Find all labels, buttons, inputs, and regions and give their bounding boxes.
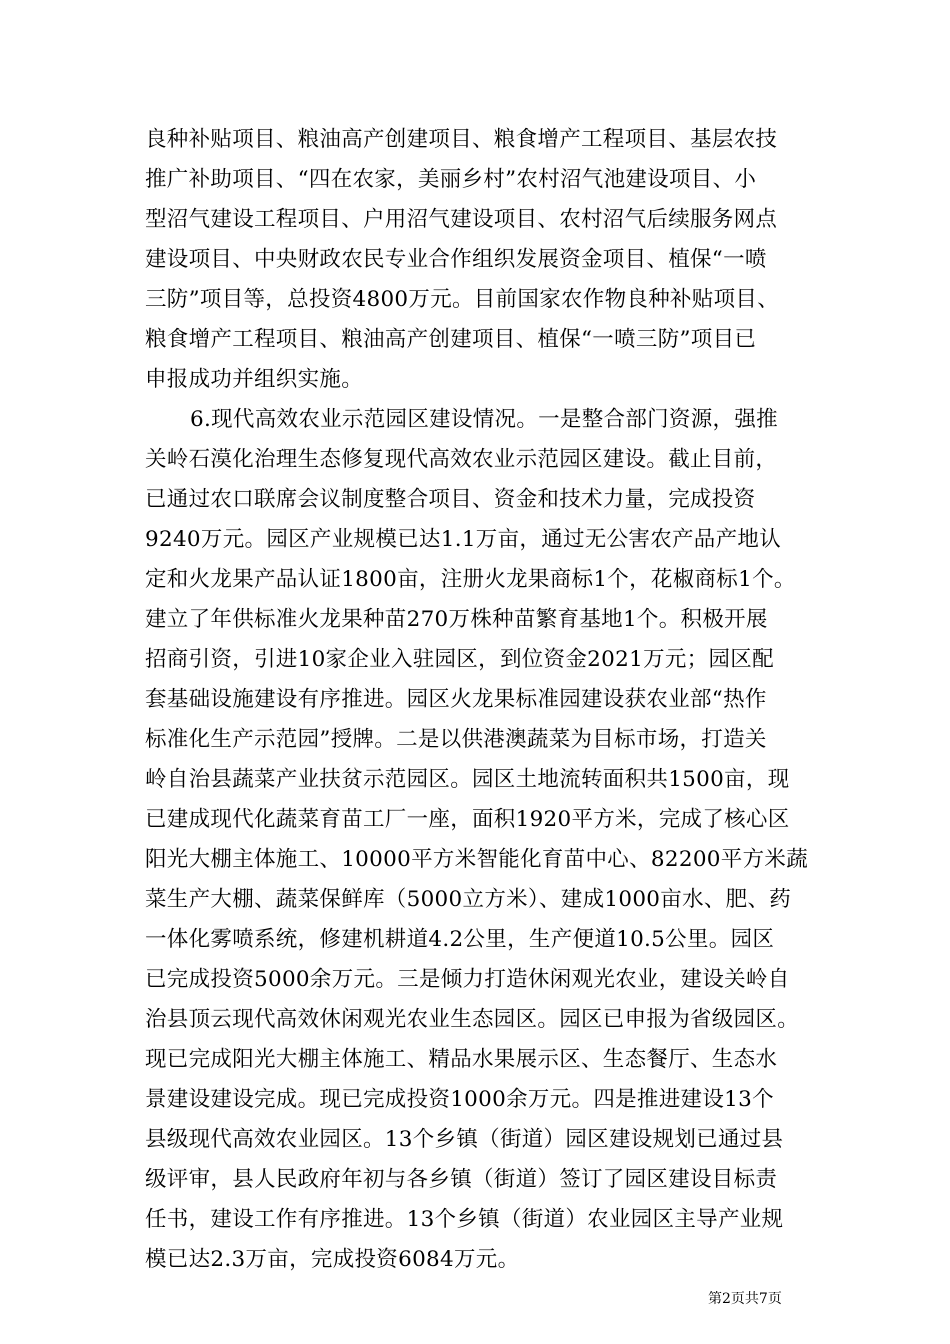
text-line: 级评审，县人民政府年初与各乡镇（街道）签订了园区建设目标责: [145, 1167, 778, 1192]
text-line: 任书，建设工作有序推进。13个乡镇（街道）农业园区主导产业规: [145, 1207, 784, 1232]
text-line: 粮食增产工程项目、粮油高产创建项目、植保“一喷三防”项目已: [145, 327, 757, 352]
text-line: 岭自治县蔬菜产业扶贫示范园区。园区土地流转面积共1500亩，现: [145, 767, 790, 792]
text-line: 三防”项目等，总投资4800万元。目前国家农作物良种补贴项目、: [145, 287, 780, 312]
text-line: 已建成现代化蔬菜育苗工厂一座，面积1920平方米，完成了核心区: [145, 807, 790, 832]
text-line: 已完成投资5000余万元。三是倾力打造休闲观光农业，建设关岭自: [145, 967, 790, 992]
text-line: 阳光大棚主体施工、10000平方米智能化育苗中心、82200平方米蔬: [145, 847, 808, 872]
text-line: 现已完成阳光大棚主体施工、精品水果展示区、生态餐厅、生态水: [145, 1047, 778, 1072]
text-line: 申报成功并组织实施。: [145, 367, 364, 392]
text-line: 治县顶云现代高效休闲观光农业生态园区。园区已申报为省级园区。: [145, 1007, 800, 1032]
paragraph-start-line: 6.现代高效农业示范园区建设情况。一是整合部门资源，强推: [190, 407, 778, 432]
text-line: 景建设建设完成。现已完成投资1000余万元。四是推进建设13个: [145, 1087, 774, 1112]
text-line: 推广补助项目、“四在农家，美丽乡村”农村沼气池建设项目、小: [145, 167, 757, 192]
text-line: 标准化生产示范园”授牌。二是以供港澳蔬菜为目标市场，打造关: [145, 727, 767, 752]
text-line: 建设项目、中央财政农民专业合作组织发展资金项目、植保“一喷: [145, 247, 767, 272]
text-line: 已通过农口联席会议制度整合项目、资金和技术力量，完成投资: [145, 487, 756, 512]
text-line: 良种补贴项目、粮油高产创建项目、粮食增产工程项目、基层农技: [145, 127, 778, 152]
text-line: 9240万元。园区产业规模已达1.1万亩，通过无公害农产品产地认: [145, 527, 782, 552]
text-line: 定和火龙果产品认证1800亩，注册火龙果商标1个，花椒商标1个。: [145, 567, 796, 592]
text-line: 套基础设施建设有序推进。园区火龙果标准园建设获农业部“热作: [145, 687, 767, 712]
text-line: 关岭石漠化治理生态修复现代高效农业示范园区建设。截止目前，: [145, 447, 778, 472]
text-line: 一体化雾喷系统，修建机耕道4.2公里，生产便道10.5公里。园区: [145, 927, 775, 952]
text-line: 型沼气建设工程项目、户用沼气建设项目、农村沼气后续服务网点: [145, 207, 778, 232]
text-line: 县级现代高效农业园区。13个乡镇（街道）园区建设规划已通过县: [145, 1127, 784, 1152]
text-line: 模已达2.3万亩，完成投资6084万元。: [145, 1247, 520, 1272]
text-line: 建立了年供标准火龙果种苗270万株种苗繁育基地1个。积极开展: [145, 607, 768, 632]
text-line: 菜生产大棚、蔬菜保鲜库（5000立方米）、建成1000亩水、肥、药: [145, 887, 792, 912]
page-number: 第2页共7页: [708, 1291, 782, 1307]
text-line: 招商引资，引进10家企业入驻园区，到位资金2021万元；园区配: [145, 647, 774, 672]
